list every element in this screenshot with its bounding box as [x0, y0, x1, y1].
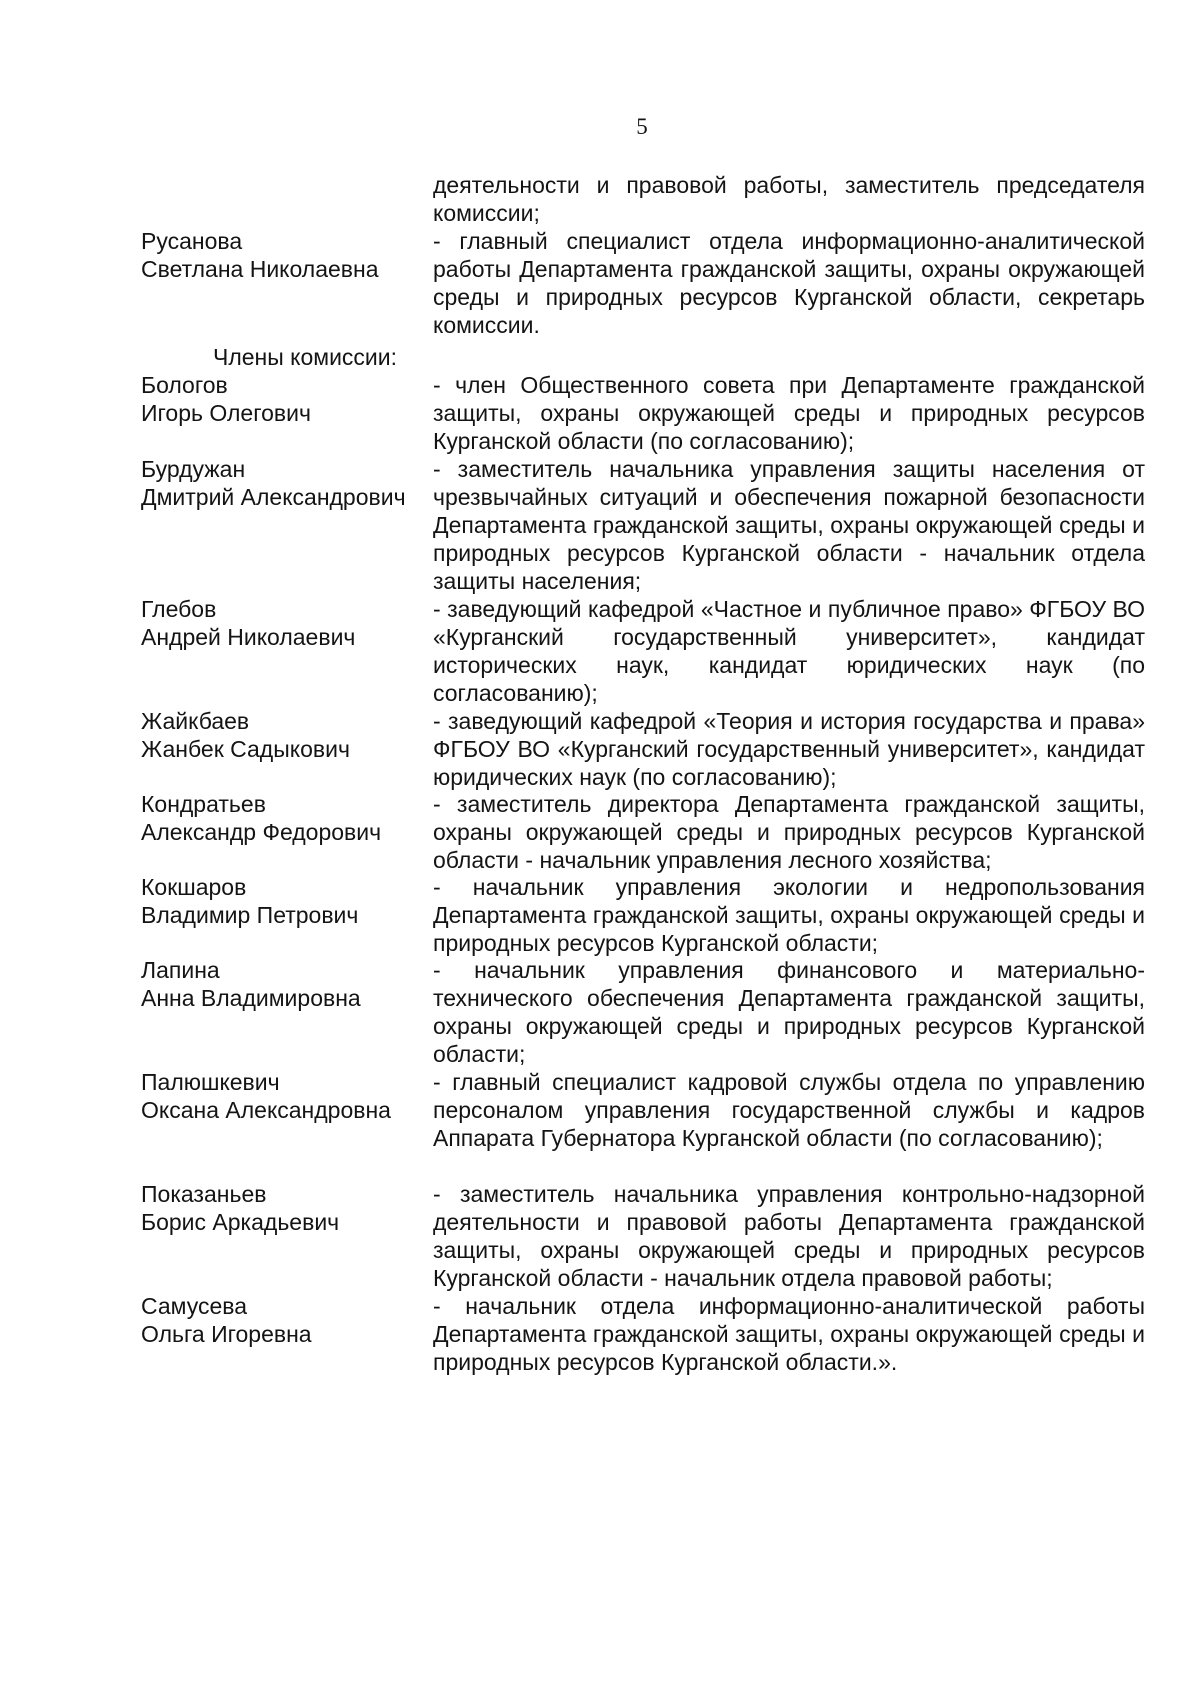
member-surname: Палюшкевич	[141, 1069, 280, 1095]
member-surname: Лапина	[141, 957, 220, 983]
member-name	[141, 707, 431, 763]
secretary-given-names: Светлана Николаевна	[141, 256, 379, 282]
member-description: - заведующий кафедрой «Частное и публичное право» ФГБОУ ВО «Курганский государственный университет», кандидат исторических наук, кандидат юридических наук (по согласованию);	[433, 596, 1145, 706]
member-description: - заместитель начальника управления защиты населения от чрезвычайных ситуаций и обеспечения пожарной безопасности Департамента гражданской защиты, охраны окружающей среды и природных ресурсов Курганской области - начальник отдела защиты населения;	[433, 456, 1145, 594]
member-surname: Глебов	[141, 596, 217, 622]
member-given-names: Дмитрий Александрович	[141, 484, 406, 510]
member-description: - начальник отдела информационно-аналитической работы Департамента гражданской защиты, охраны окружающей среды и природных ресурсов Курганской области.».	[433, 1293, 1145, 1375]
member-name	[141, 790, 431, 846]
secretary-description: - главный специалист отдела информационно-аналитической работы Департамента гражданской защиты, охраны окружающей среды и природных ресурсов Курганской области, секретарь комиссии.	[433, 228, 1145, 338]
member-given-names: Ольга Игоревна	[141, 1321, 312, 1347]
member-given-names: Борис Аркадьевич	[141, 1209, 340, 1235]
member-surname: Самусева	[141, 1293, 248, 1319]
member-name	[141, 595, 431, 651]
member-description: - заместитель начальника управления контрольно-надзорной деятельности и правовой работы Департамента гражданской защиты, охраны окружающей среды и природных ресурсов Курганской области - начальник отдела правовой работы;	[433, 1181, 1145, 1291]
member-name	[141, 1068, 431, 1124]
member-surname: Кондратьев	[141, 791, 266, 817]
member-surname: Жайкбаев	[141, 708, 250, 734]
member-description: - заведующий кафедрой «Теория и история государства и права» ФГБОУ ВО «Курганский государственный университет», кандидат юридических наук (по согласованию);	[433, 708, 1145, 790]
member-surname: Показаньев	[141, 1181, 267, 1207]
continuation-text: деятельности и правовой работы, заместитель председателя комиссии;	[433, 172, 1145, 226]
member-given-names: Андрей Николаевич	[141, 624, 356, 650]
page-number: 5	[636, 114, 648, 139]
member-name	[141, 371, 431, 427]
member-name	[141, 1180, 431, 1236]
member-name	[141, 1292, 431, 1348]
member-name	[141, 873, 431, 929]
member-description: - член Общественного совета при Департаменте гражданской защиты, охраны окружающей среды и природных ресурсов Курганской области (по согласованию);	[433, 372, 1145, 454]
member-surname: Бологов	[141, 372, 228, 398]
secretary-surname: Русанова	[141, 228, 243, 254]
member-surname: Кокшаров	[141, 874, 247, 900]
member-given-names: Игорь Олегович	[141, 400, 311, 426]
member-surname: Бурдужан	[141, 456, 246, 482]
member-description: - заместитель директора Департамента гражданской защиты, охраны окружающей среды и природных ресурсов Курганской области - начальник управления лесного хозяйства;	[433, 791, 1145, 873]
members-heading: Члены комиссии:	[213, 344, 398, 370]
member-description: - начальник управления экологии и недропользования Департамента гражданской защиты, охраны окружающей среды и природных ресурсов Курганской области;	[433, 874, 1145, 956]
member-given-names: Владимир Петрович	[141, 902, 359, 928]
member-description: - начальник управления финансового и материально-технического обеспечения Департамента гражданской защиты, охраны окружающей среды и природных ресурсов Курганской области;	[433, 957, 1145, 1067]
member-given-names: Жанбек Садыкович	[141, 736, 350, 762]
member-name	[141, 956, 431, 1012]
member-given-names: Анна Владимировна	[141, 985, 361, 1011]
member-given-names: Оксана Александровна	[141, 1097, 391, 1123]
member-description: - главный специалист кадровой службы отдела по управлению персоналом управления государственной службы и кадров Аппарата Губернатора Курганской области (по согласованию);	[433, 1069, 1145, 1151]
member-name	[141, 455, 431, 511]
secretary-name	[141, 227, 431, 283]
member-given-names: Александр Федорович	[141, 819, 382, 845]
